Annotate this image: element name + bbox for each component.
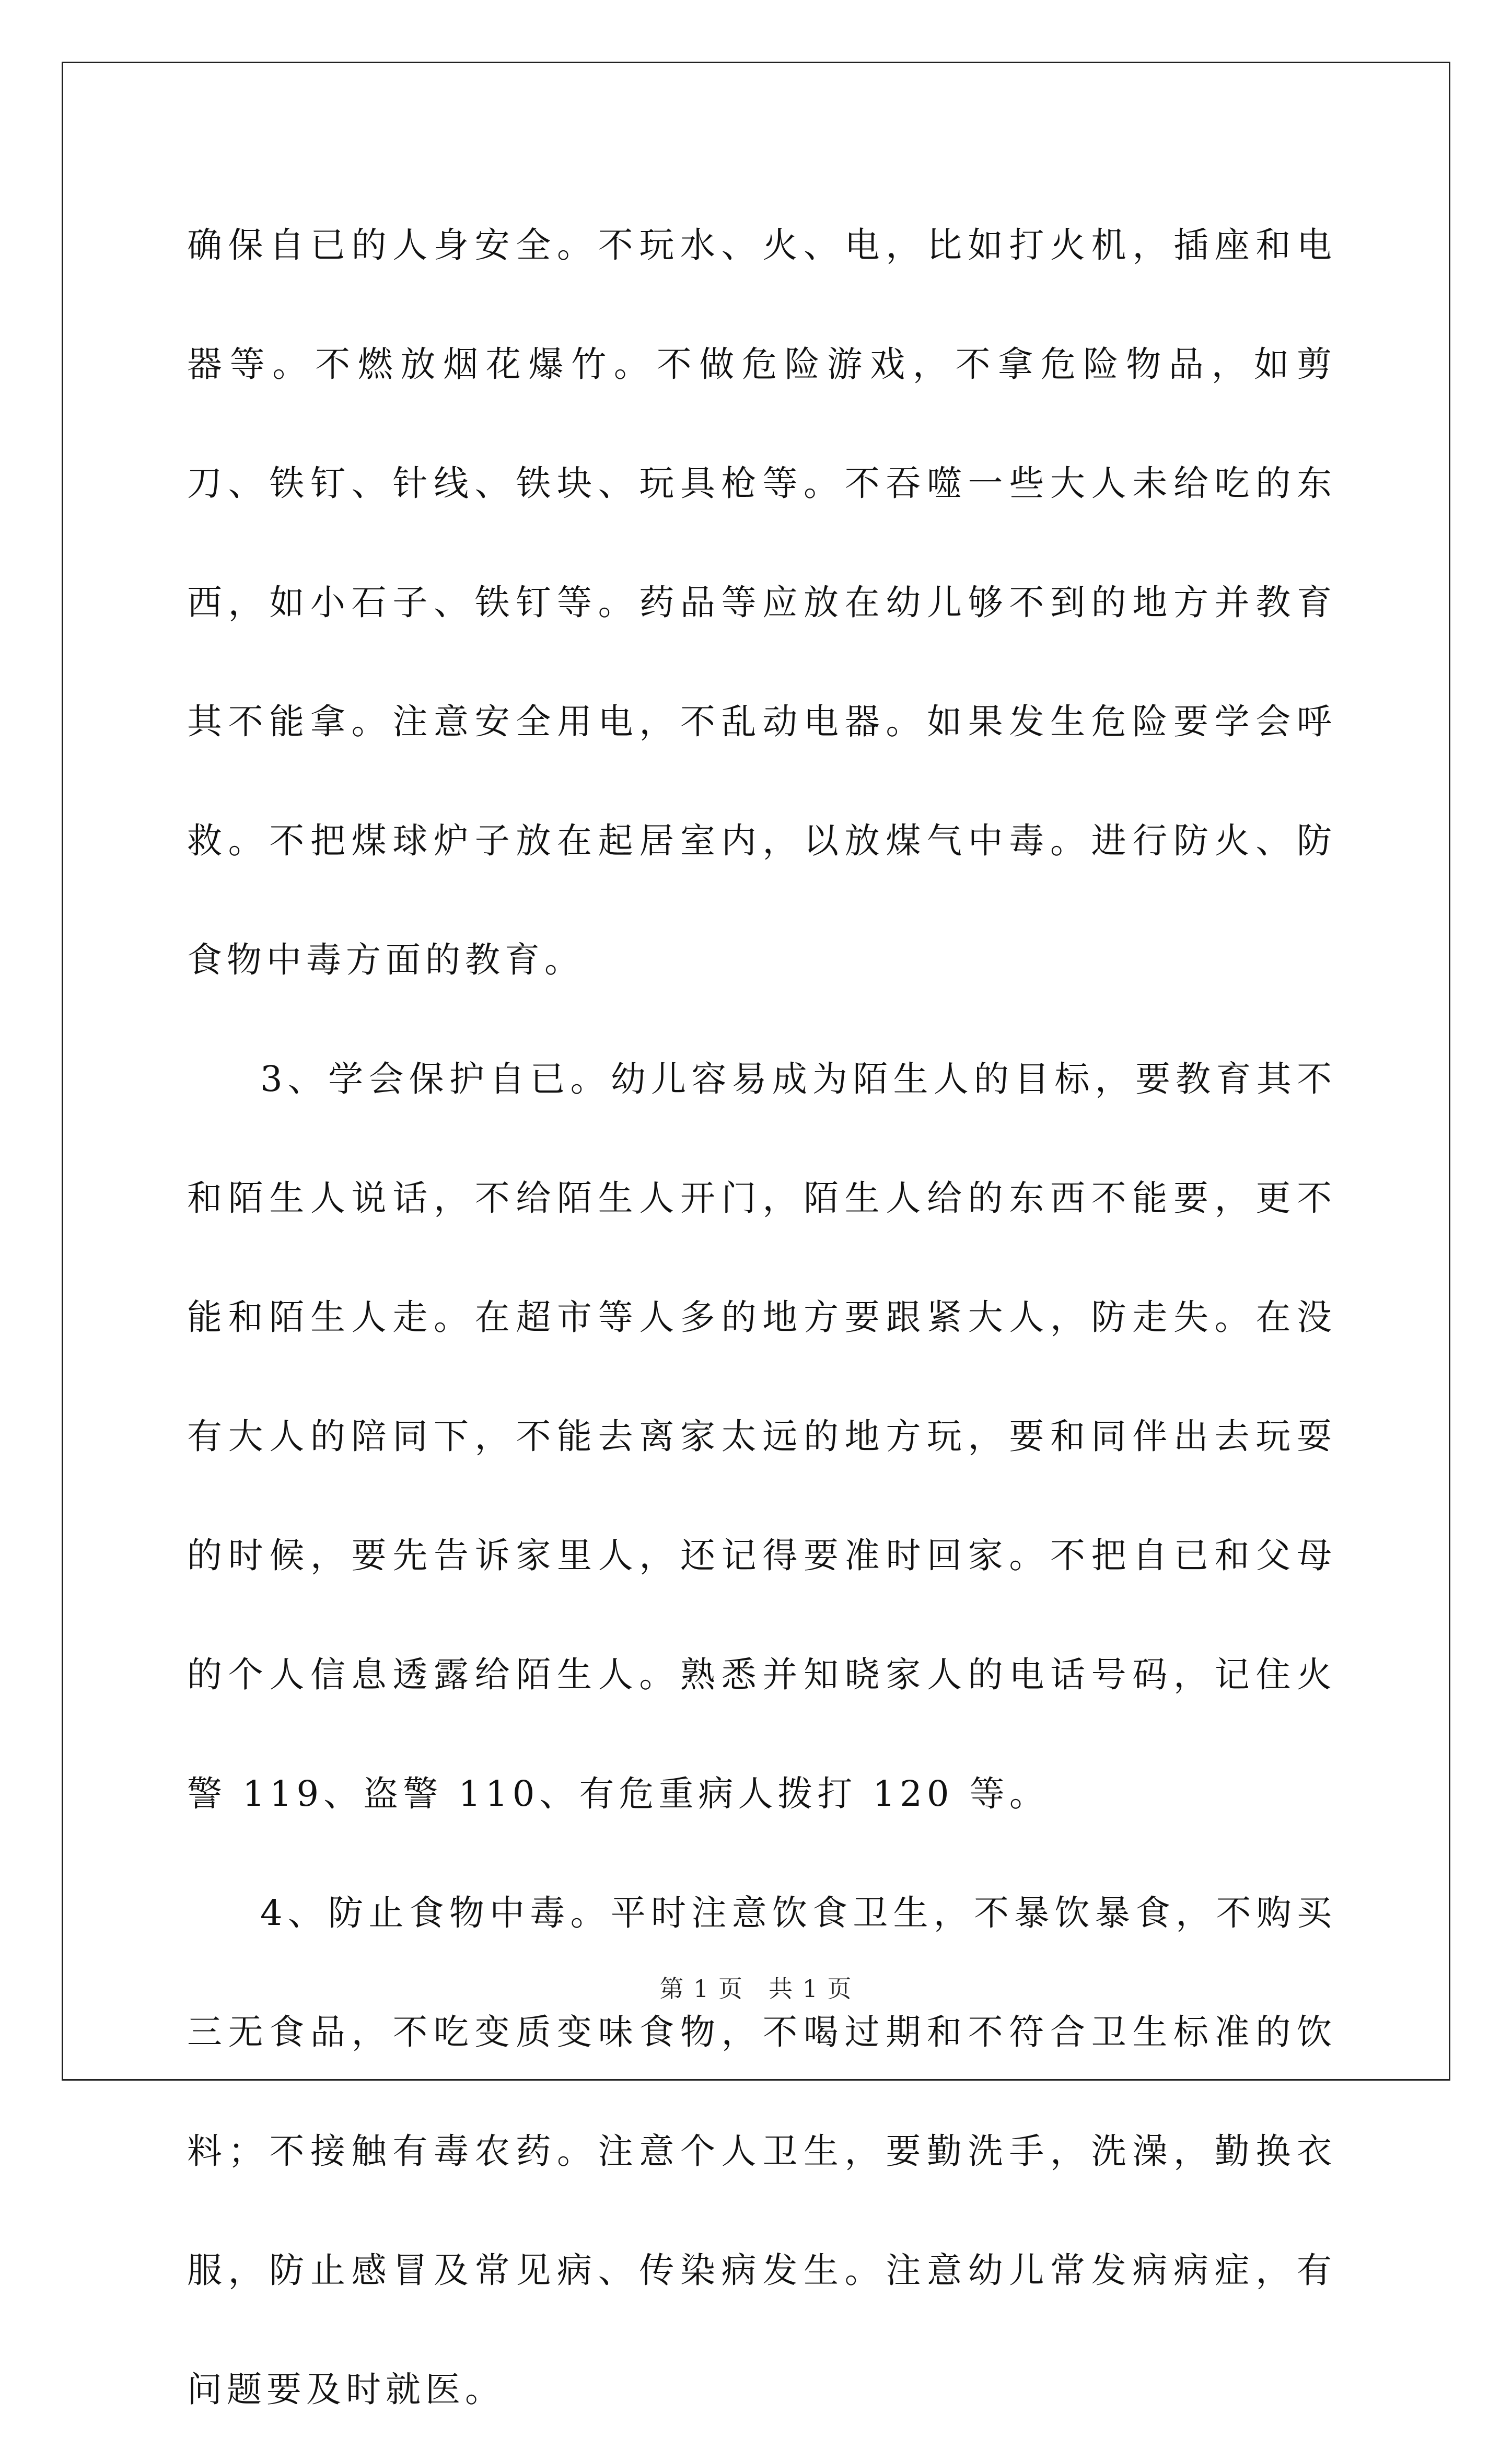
paragraph-food-poisoning: 4、防止食物中毒。平时注意饮食卫生，不暴饮暴食，不购买三无食品，不吃变质变味食物，不喝过期和不符合卫生标准的饮料；不接触有毒农药。注意个人卫生，要勤洗手，洗澡，勤换衣服，防止感冒及常见病、传染病发生。注意幼儿常发病病症，有问题要及时就医。 — [187, 1893, 1336, 2410]
page-number-footer: 第 1 页 共 1 页 — [659, 1975, 853, 2003]
paragraph-self-protection: 3、学会保护自已。幼儿容易成为陌生人的目标，要教育其不和陌生人说话，不给陌生人开门，陌生人给的东西不能要，更不能和陌生人走。在超市等人多的地方要跟紧大人，防走失。在没有大人的陪同下，不能去离家太远的地方玩，要和同伴出去玩耍的时候，要先告诉家里人，还记得要准时回家。不把自已和父母的个人信息透露给陌生人。熟悉并知晓家人的电话号码，记住火警 119、盗警 110、有危重病人拨打 120 等。 — [187, 1059, 1336, 1814]
document-body — [187, 185, 1336, 2449]
paragraph-safety-rules: 确保自已的人身安全。不玩水、火、电，比如打火机，插座和电器等。不燃放烟花爆竹。不做危险游戏，不拿危险物品，如剪刀、铁钉、针线、铁块、玩具枪等。不吞噬一些大人未给吃的东西，如小石子、铁钉等。药品等应放在幼儿够不到的地方并教育其不能拿。注意安全用电，不乱动电器。如果发生危险要学会呼救。不把煤球炉子放在起居室内，以放煤气中毒。进行防火、防食物中毒方面的教育。 — [187, 225, 1336, 980]
